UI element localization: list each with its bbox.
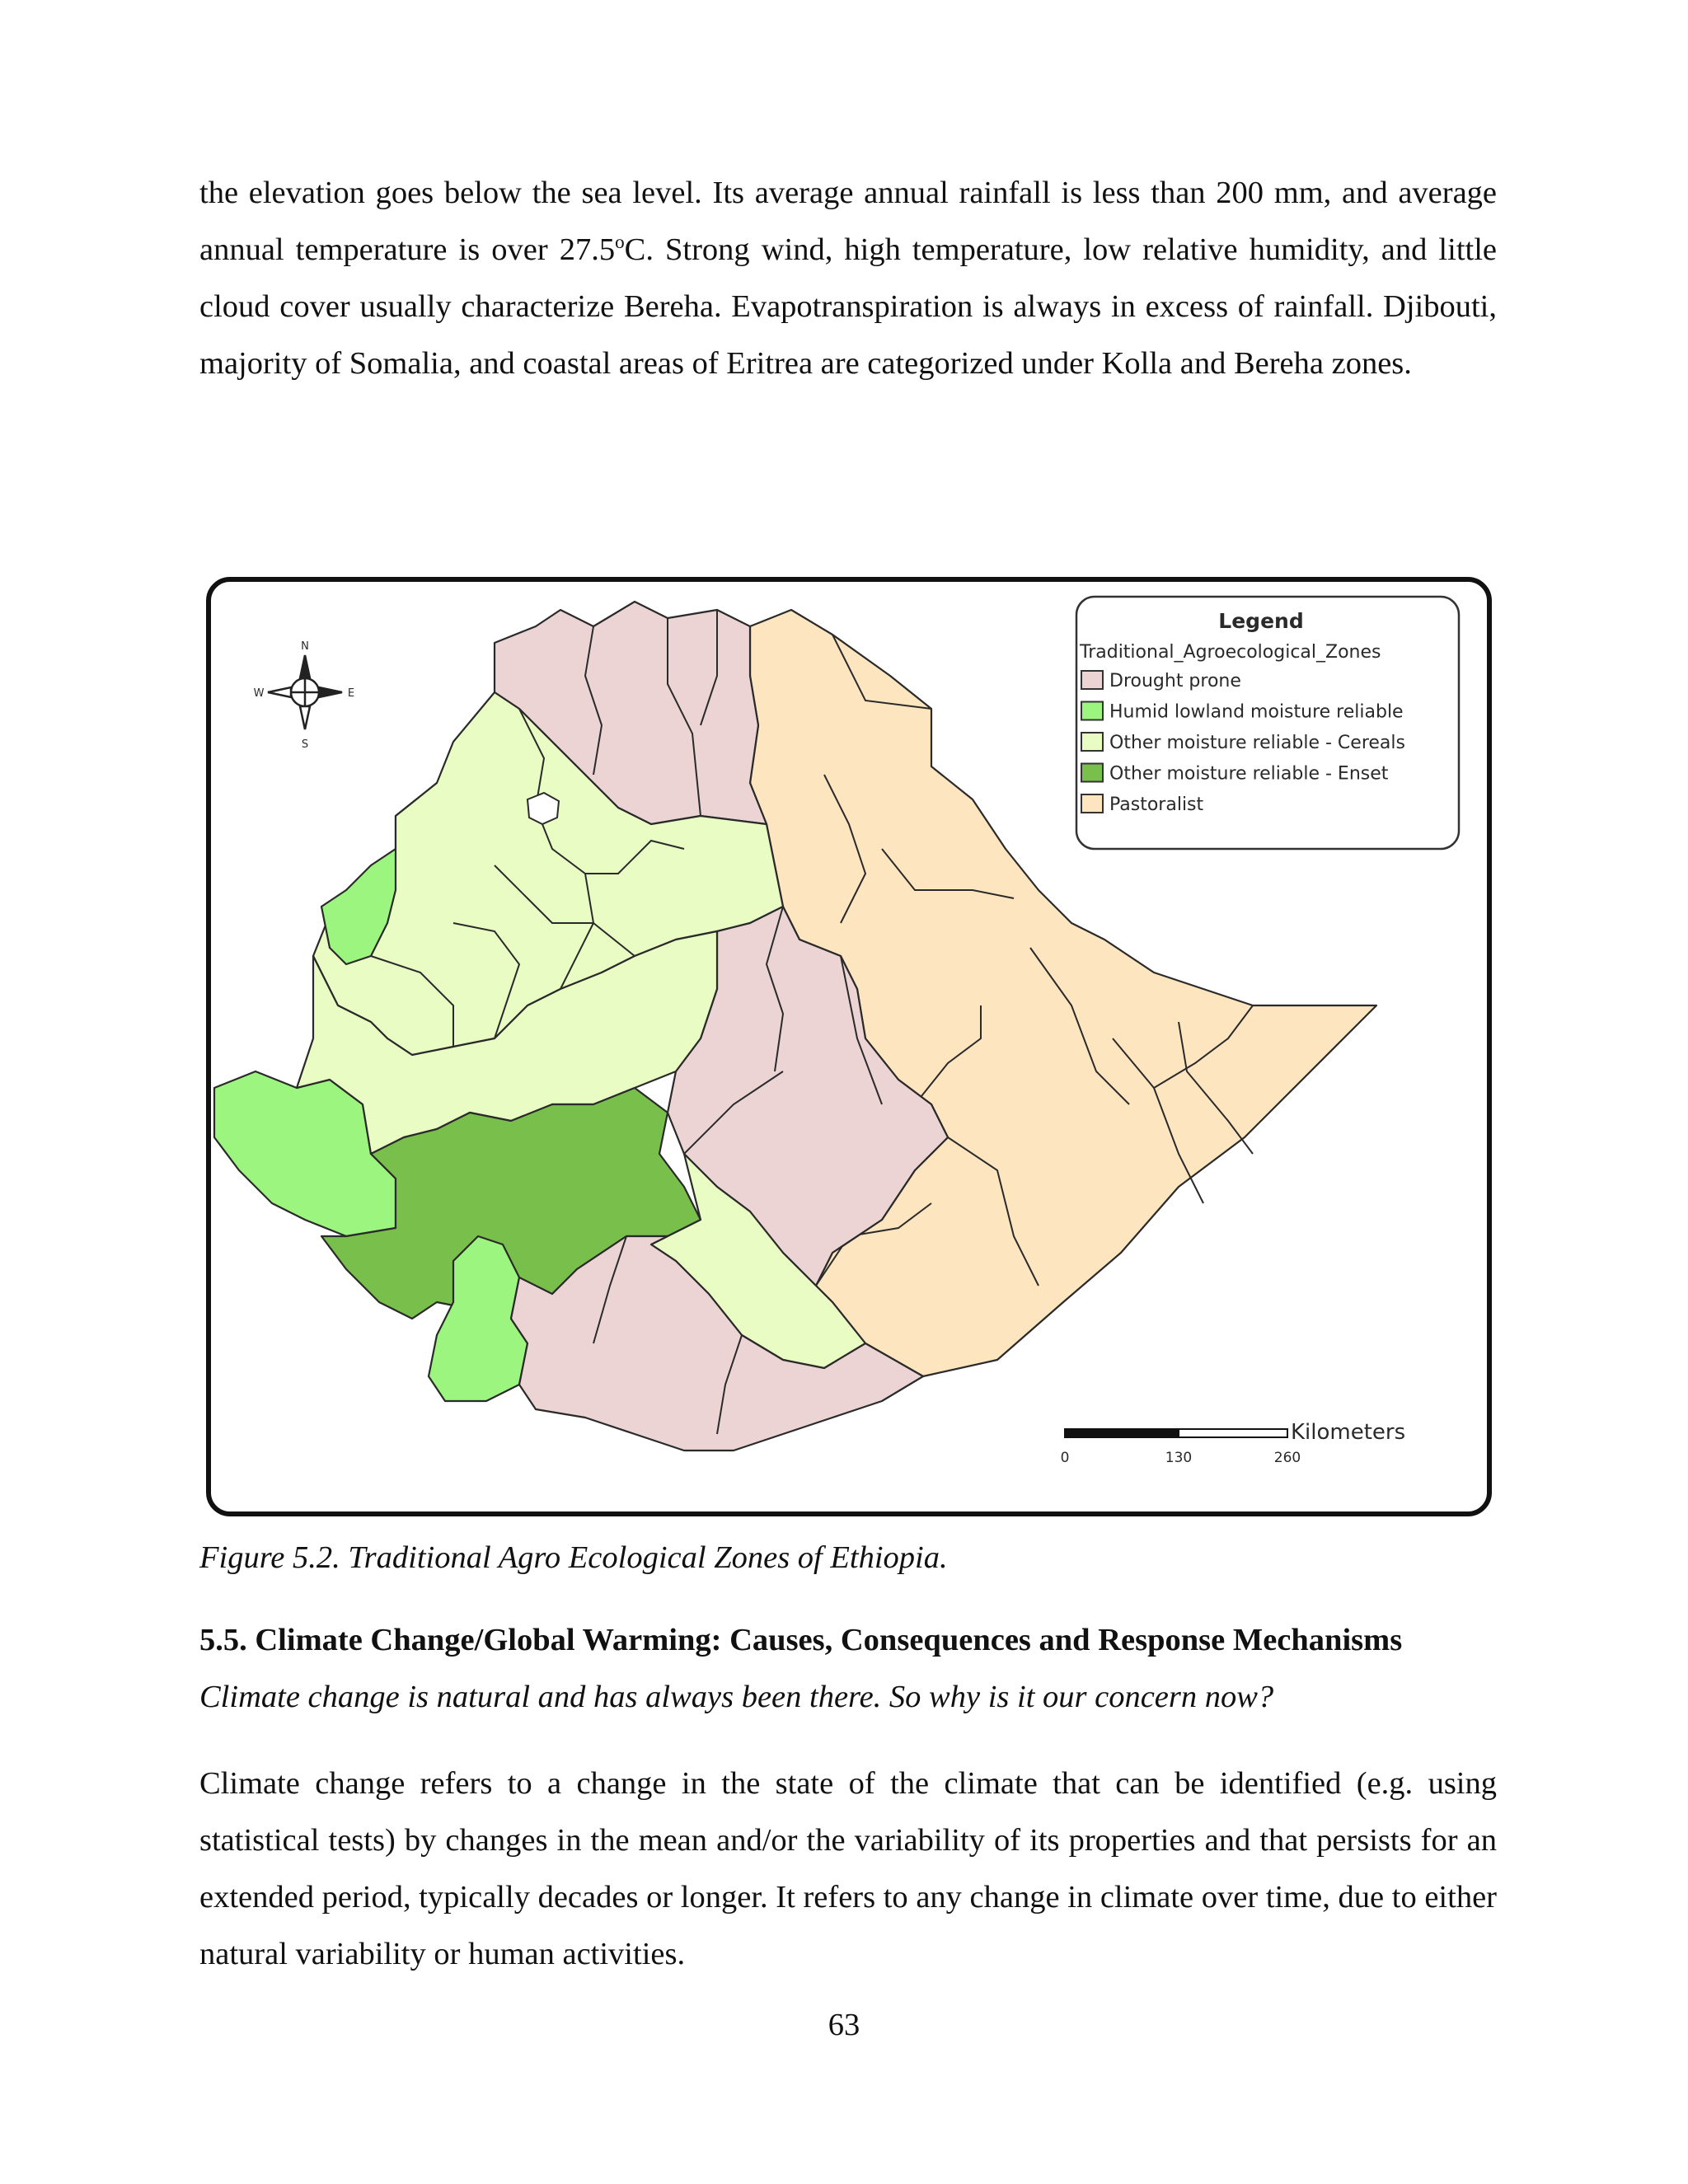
intro-paragraph <box>199 165 1497 392</box>
scale-unit: Kilometers <box>1291 1420 1406 1445</box>
section-question: Climate change is natural and has always been there. So why is it our concern now? <box>199 1680 1274 1714</box>
compass-e-label: E <box>347 687 355 700</box>
legend-swatch <box>1081 764 1103 782</box>
map-legend <box>1076 597 1459 849</box>
legend-title: Legend <box>1218 609 1304 633</box>
body-paragraph: Climate change refers to a change in the state of the climate that can be identified (e.g. using statistical tests) by changes in the mean and/or the variability of its properties and that persists for an extended period, typically decades or longer. It refers to any change in climate over time, due to either natural variability or human activities. <box>199 1766 1497 1971</box>
intro-text-part2: C. Strong wind, high temperature, low relative humidity, and little cloud cover usually characterize Bereha. Evapotranspiration is always in excess of rainfall. Djibouti, majority of Somalia, and coastal areas of Eritrea are categorized under Kolla and Bereha zones. <box>199 232 1498 381</box>
figure-caption: Figure 5.2. Traditional Agro Ecological Zones of Ethiopia. <box>199 1540 948 1575</box>
legend-label: Other moisture reliable - Enset <box>1109 763 1389 785</box>
legend-label: Drought prone <box>1109 671 1241 691</box>
scale-tick-130: 130 <box>1165 1450 1193 1466</box>
compass-w-label: W <box>253 687 265 700</box>
scale-tick-0: 0 <box>1060 1450 1070 1466</box>
legend-label: Humid lowland moisture reliable <box>1109 701 1404 723</box>
section-heading: 5.5. Climate Change/Global Warming: Causes, Consequences and Response Mechanisms <box>199 1623 1403 1657</box>
page-number: 63 <box>828 2008 860 2042</box>
legend-swatch <box>1081 702 1103 720</box>
legend-swatch <box>1081 794 1103 813</box>
agroecological-zones-map <box>206 577 1492 1516</box>
intro-text-part1: the elevation goes below the sea level. Its average annual rainfall is less than 200 mm, and average annual temperature is over 27.5 <box>199 176 1497 267</box>
legend-layer-name: Traditional_Agroecological_Zones <box>1080 642 1381 663</box>
legend-swatch <box>1081 733 1103 751</box>
scale-tick-260: 260 <box>1273 1450 1301 1466</box>
legend-swatch <box>1081 671 1103 689</box>
legend-label: Other moisture reliable - Cereals <box>1109 733 1405 753</box>
legend-label: Pastoralist <box>1109 794 1204 815</box>
compass-s-label: S <box>301 738 309 751</box>
compass-n-label: N <box>301 640 309 653</box>
degree-superscript: o <box>615 231 625 253</box>
lake-tana <box>528 793 559 824</box>
